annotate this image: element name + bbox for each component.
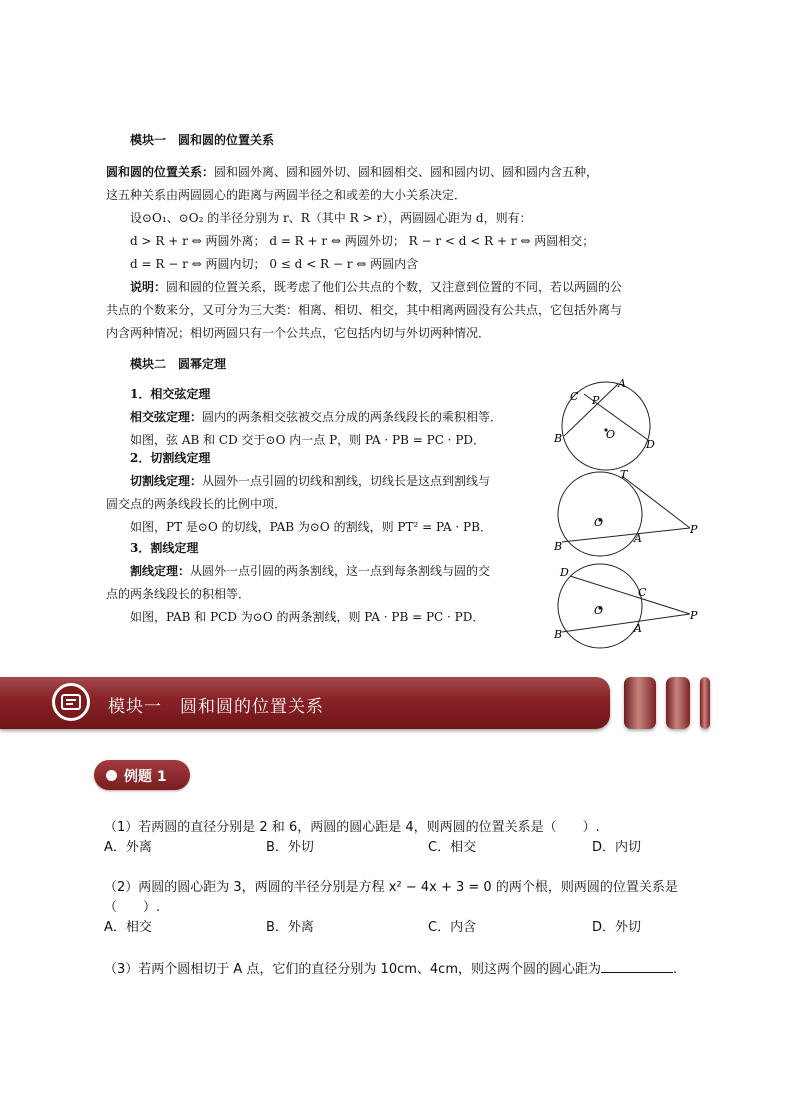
example-badge-label: 例题 1 (124, 769, 167, 785)
banner-title: 模块一 圆和圆的位置关系 (108, 697, 324, 717)
theorem2-heading: 2．切割线定理 (130, 451, 211, 465)
question-2-option-d: D．外切 (592, 920, 642, 935)
theorem3-text (130, 563, 490, 579)
question-2-option-a: A．相交 (104, 920, 152, 935)
fig2-label-b: B (554, 540, 563, 553)
fig2-label-a: A (634, 532, 642, 545)
note-line1 (130, 279, 622, 295)
fig2-circle (558, 472, 642, 556)
theorem1-heading: 1．相交弦定理 (130, 387, 211, 401)
theorem2-example: 如图，PT 是⊙O 的切线，PAB 为⊙O 的割线，则 PT² = PA · PB． (130, 520, 492, 534)
fig3-label-a: A (634, 622, 642, 635)
fig3-label-p: P (690, 609, 698, 622)
module1-heading: 模块一 圆和圆的位置关系 (130, 133, 275, 147)
question-2-stem: （2）两圆的圆心距为 3，两圆的半径分别是方程 x² − 4x + 3 = 0 的两个根，则两圆的位置关系是 (104, 880, 678, 895)
positions-line1 (106, 164, 598, 180)
fig2-label-p: P (690, 523, 698, 536)
fig1-label-b: B (554, 432, 563, 445)
fig3-secant-pcd (570, 576, 690, 614)
fig3-label-o: O (594, 604, 604, 617)
question-3-answer-blank[interactable] (601, 959, 673, 973)
question-1-option-a: A．外离 (104, 840, 152, 855)
fig1-label-a: A (618, 378, 626, 390)
fig3-label-b: B (554, 628, 563, 641)
fig2-label-t: T (620, 470, 628, 481)
fig2-secant (562, 528, 690, 542)
intersecting-chords-figure (550, 378, 710, 474)
two-secants-figure (550, 560, 710, 650)
note-line2: 共点的个数来分，又可分为三大类：相离、相切、相交，其中相离两圆没有公共点，它包括外离与 (106, 303, 623, 317)
question-2-option-c: C．内含 (428, 920, 477, 935)
question-1-option-b: B．外切 (266, 840, 314, 855)
fig3-label-d: D (560, 566, 569, 579)
question-1-option-d: D．内切 (592, 840, 642, 855)
question-1-option-c: C．相交 (428, 840, 477, 855)
badge-dot-icon (106, 770, 117, 781)
question-1-stem: （1）若两圆的直径分别是 2 和 6，两圆的圆心距是 4，则两圆的位置关系是（ ）. (104, 820, 600, 835)
positions-line2: 这五种关系由两圆圆心的距离与两圆半径之和或差的大小关系决定． (106, 188, 467, 202)
question-3-end: . (673, 962, 678, 977)
banner-deco-bar-1 (624, 677, 656, 729)
question-3-stem: （3）若两个圆相切于 A 点，它们的直径分别为 10cm、4cm，则这两个圆的圆心距为 (104, 962, 601, 977)
question-3-line (104, 958, 677, 977)
theorem3-label: 割线定理： (130, 564, 191, 578)
fig2-tangent (622, 476, 690, 528)
tangent-secant-figure (550, 470, 710, 560)
theorem1-label: 相交弦定理： (130, 410, 203, 424)
theorem3-heading: 3．割线定理 (130, 541, 199, 555)
theorem1-statement: 圆内的两条相交弦被交点分成的两条线段长的乘积相等． (202, 410, 503, 424)
module2-heading: 模块二 圆幂定理 (130, 357, 227, 371)
question-2-option-b: B．外离 (266, 920, 314, 935)
notebook-icon (55, 686, 87, 718)
banner-deco-bar-2 (666, 677, 690, 729)
positions-lead: 圆和圆的位置关系： (106, 165, 215, 179)
fig1-label-p: P (592, 394, 600, 407)
fig2-label-o: O (594, 516, 604, 529)
note-line1-text: 圆和圆的位置关系，既考虑了他们公共点的个数，又注意到位置的不同，若以两圆的公 (166, 280, 623, 294)
banner-deco-bar-3 (700, 677, 710, 729)
positions-line4: d > R + r ⇔ 两圆外离； d = R + r ⇔ 两圆外切； R − r < d < R + r ⇔ 两圆相交； (130, 234, 595, 248)
theorem1-example: 如图，弦 AB 和 CD 交于⊙O 内一点 P，则 PA · PB = PC · PD． (130, 433, 486, 447)
theorem3-example: 如图，PAB 和 PCD 为⊙O 的两条割线，则 PA · PB = PC · PD． (130, 610, 485, 624)
fig1-label-d: D (646, 438, 655, 451)
theorem1-text (130, 409, 502, 425)
positions-line5: d = R − r ⇔ 两圆内切； 0 ≤ d < R − r ⇔ 两圆内含 (130, 257, 419, 271)
fig3-label-c: C (638, 586, 647, 599)
fig1-label-c: C (570, 390, 579, 403)
question-2-stem-end: （ ）. (104, 900, 161, 915)
positions-line1-text: 圆和圆外离、圆和圆外切、圆和圆相交、圆和圆内切、圆和圆内含五种， (214, 165, 599, 179)
fig3-secant-pab (562, 614, 690, 632)
note-label: 说明： (130, 280, 167, 294)
theorem2-text2: 圆交点的两条线段长的比例中项． (106, 497, 287, 511)
theorem2-text (130, 473, 490, 489)
banner-icon-badge (52, 683, 90, 721)
theorem3-text2: 点的两条线段长的积相等． (106, 587, 251, 601)
theorem2-statement: 从圆外一点引圆的切线和割线，切线长是这点到割线与 (202, 474, 491, 488)
theorem3-statement: 从圆外一点引圆的两条割线，这一点到每条割线与圆的交 (190, 564, 491, 578)
note-line3: 内含两种情况；相切两圆只有一个公共点，它包括内切与外切两种情况． (106, 326, 491, 340)
fig1-label-o: O (606, 428, 616, 441)
theorem2-label: 切割线定理： (130, 474, 203, 488)
positions-line3: 设⊙O₁、⊙O₂ 的半径分别为 r、R（其中 R > r），两圆圆心距为 d，则有： (130, 211, 532, 225)
